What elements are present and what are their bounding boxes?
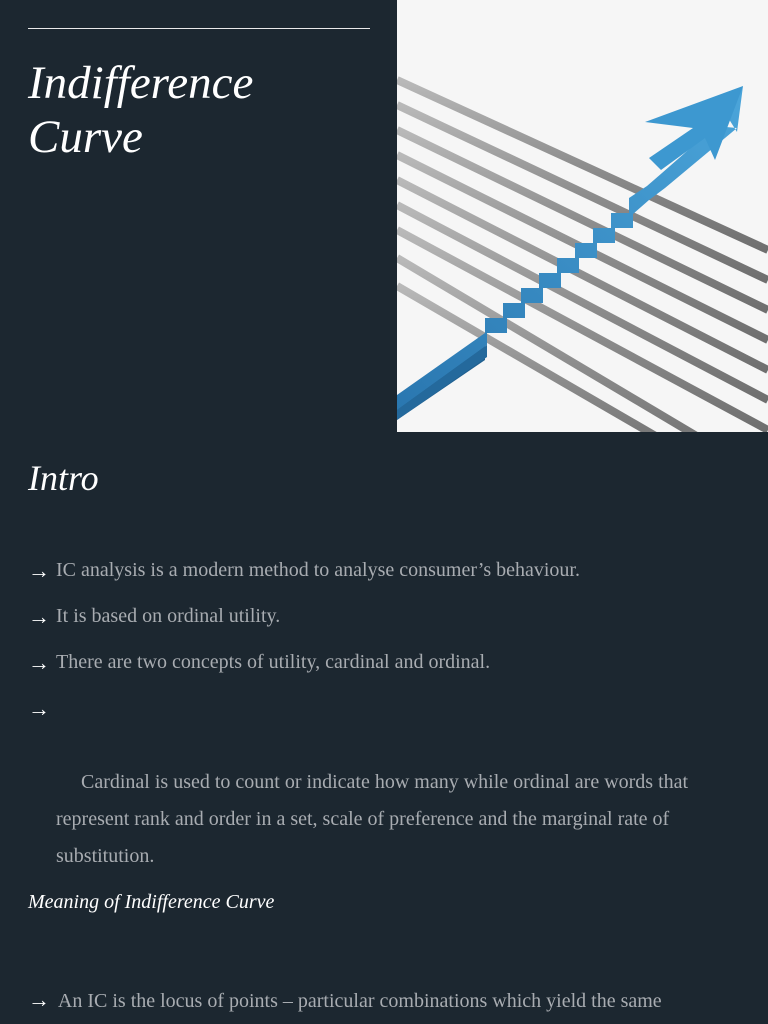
intro-heading: Intro (28, 458, 99, 498)
right-arrow-icon: → (28, 987, 50, 1012)
list-item (28, 984, 758, 1017)
intro-bullet-list (28, 552, 738, 921)
meaning-heading: Meaning of Indifference Curve (28, 891, 275, 913)
list-item (28, 598, 738, 635)
blue-arrow-climbing-stairs-icon (397, 0, 768, 432)
title-rule (28, 28, 370, 29)
bullet-text: IC analysis is a modern method to analyse consumer’s behaviour. (56, 559, 580, 581)
list-item (28, 552, 738, 589)
right-arrow-icon: → (28, 650, 50, 675)
hero-image (397, 0, 768, 432)
title-line-1: Indifference (28, 57, 254, 109)
title-line-2: Curve (28, 111, 143, 163)
right-arrow-icon: → (28, 604, 50, 629)
bullet-text: There are two concepts of utility, cardinal and ordinal. (56, 651, 491, 673)
bullet-text: It is based on ordinal utility. (56, 605, 281, 627)
bullet-text: An IC is the locus of points – particular combinations which yield the same (57, 990, 662, 1012)
list-item (28, 644, 738, 681)
list-item (28, 690, 738, 912)
page-title (28, 56, 368, 164)
right-arrow-icon: → (28, 558, 50, 583)
bullet-text: Cardinal is used to count or indicate how many while ordinal are words that represent rank and order in a set, scale of preference and the marginal rate of substitution. (56, 771, 694, 867)
right-arrow-icon: → (28, 696, 50, 721)
